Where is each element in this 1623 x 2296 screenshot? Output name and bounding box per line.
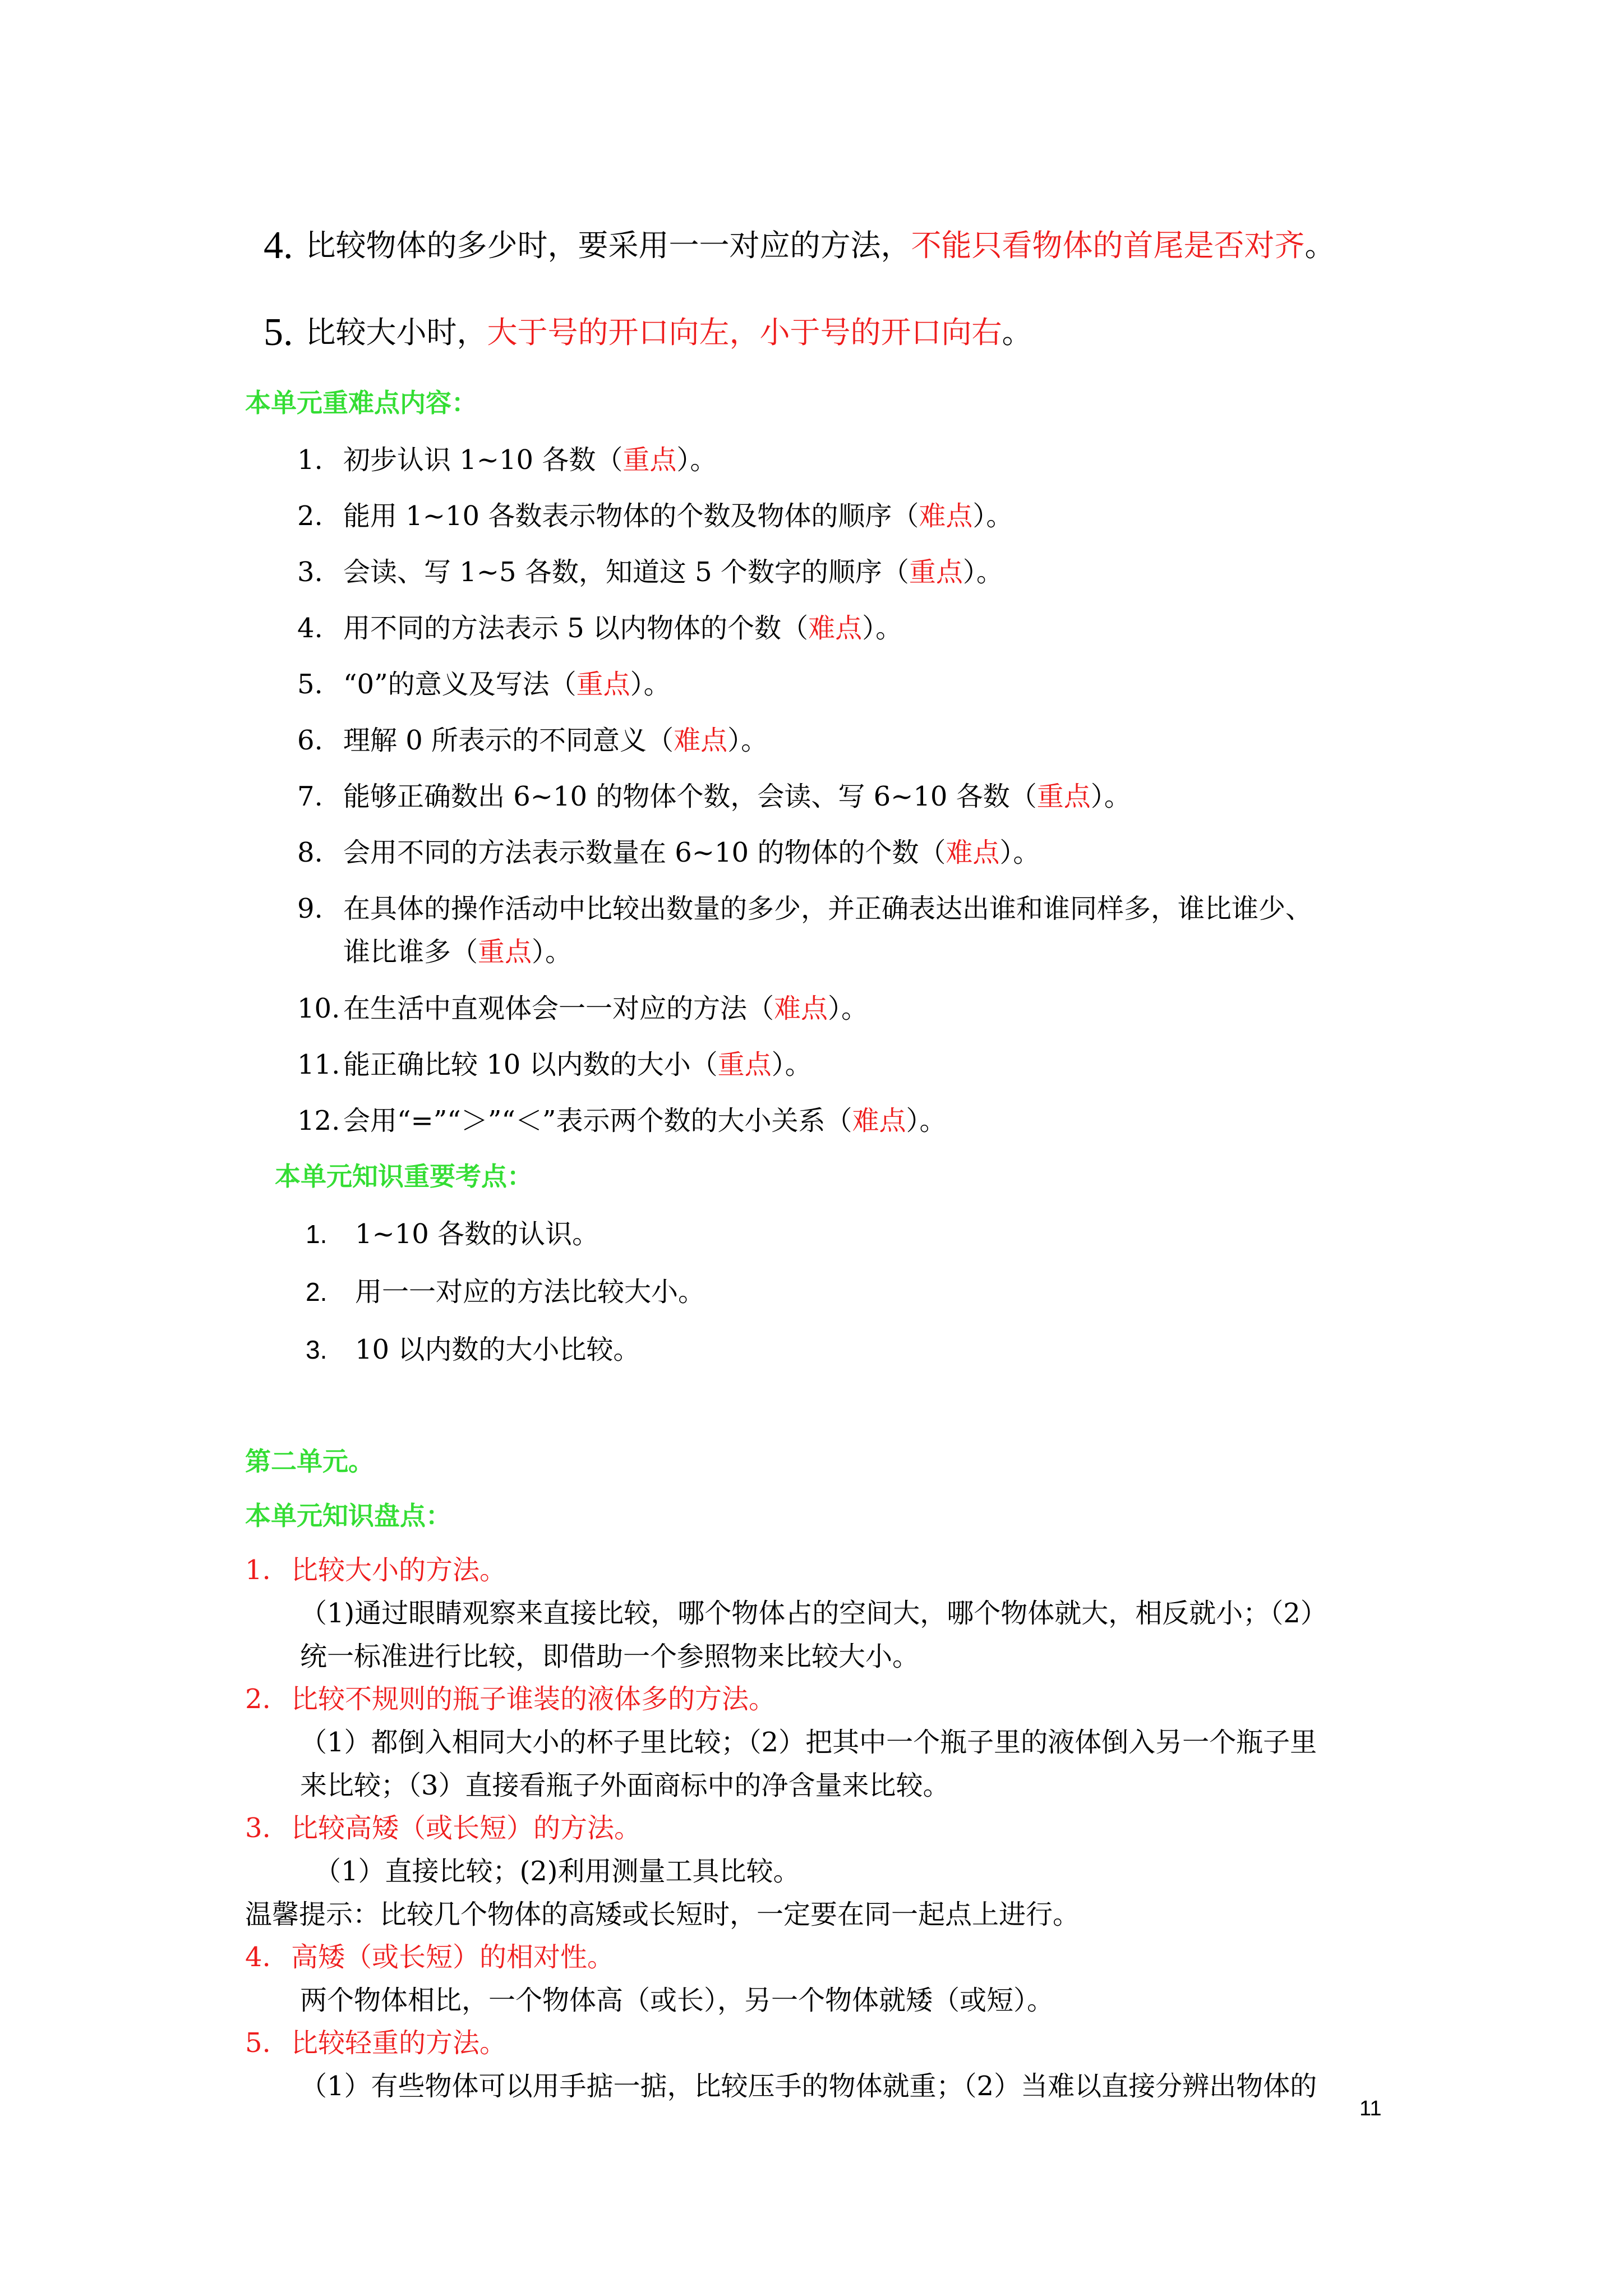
section-title-text: 高矮（或长短）的相对性。	[291, 1941, 615, 1973]
keypoint-end: ）。	[999, 837, 1040, 868]
keypoint-tag: 重点	[576, 669, 630, 700]
section-body-line: （1）都倒入相同大小的杯子里比较；（2）把其中一个瓶子里的液体倒入另一个瓶子里	[300, 1727, 1317, 1758]
item-end: 。	[1002, 315, 1032, 350]
keypoint-end: ）。	[862, 613, 903, 644]
keypoint-number: 4.	[297, 613, 323, 644]
section-number: 2.	[245, 1683, 271, 1715]
keypoint-item	[297, 499, 1013, 533]
unit2-section-title	[245, 1811, 641, 1845]
exam-point-text: 1~10 各数的认识。	[355, 1218, 600, 1250]
keypoint-number: 9.	[297, 893, 323, 924]
keypoint-item	[297, 611, 902, 645]
keypoint-tag: 难点	[774, 993, 828, 1024]
section-number: 5.	[245, 2027, 271, 2059]
exam-point-item	[306, 1333, 640, 1366]
keypoint-text: 会用“=”“＞”“＜”表示两个数的大小关系（	[343, 1105, 852, 1137]
keypoint-tag: 重点	[717, 1049, 772, 1080]
page-number: 11	[1359, 2097, 1382, 2120]
exam-point-text: 用一一对应的方法比较大小。	[355, 1276, 706, 1308]
keypoint-text: 能用 1~10 各数表示物体的个数及物体的顺序（	[343, 500, 919, 532]
exam-point-number: 2.	[306, 1277, 328, 1306]
keypoint-text: 会读、写 1~5 各数，知道这 5 个数字的顺序（	[343, 556, 909, 588]
unit2-section-title	[245, 2026, 506, 2060]
keypoint-end: ）。	[771, 1049, 812, 1080]
keypoint-number: 12.	[297, 1105, 340, 1137]
keypoint-item	[297, 668, 671, 701]
unit2-section-title	[245, 1940, 614, 1974]
section-number: 3.	[245, 1812, 271, 1844]
keypoint-tag: 难点	[808, 613, 863, 644]
item-end: 。	[1304, 228, 1335, 263]
item-highlight: 不能只看物体的首尾是否对齐	[911, 228, 1305, 263]
item-number: 5.	[264, 311, 293, 354]
section-body-line: （1）有些物体可以用手掂一掂，比较压手的物体就重；（2）当难以直接分辨出物体的	[300, 2070, 1317, 2102]
keypoint-item	[297, 1048, 812, 1082]
keypoint-number: 11.	[297, 1049, 340, 1080]
keypoint-item	[297, 555, 1003, 589]
exam-point-item	[306, 1217, 599, 1251]
keypoint-item-continuation	[343, 935, 572, 969]
keypoint-item	[297, 836, 1040, 869]
section-title-text: 比较不规则的瓶子谁装的液体多的方法。	[291, 1683, 776, 1715]
keypoint-end: ）。	[630, 669, 671, 700]
keypoint-end: ）。	[962, 556, 1003, 588]
keypoint-text: 初步认识 1~10 各数（	[343, 444, 623, 476]
keypoint-text: “0”的意义及写法（	[343, 669, 577, 700]
item-text: 比较物体的多少时，要采用一一对应的方法，	[305, 228, 911, 263]
section-number: 4.	[245, 1941, 271, 1973]
keypoint-number: 7.	[297, 781, 323, 812]
keypoint-text: 在生活中直观体会一一对应的方法（	[343, 993, 774, 1024]
section-title-text: 比较大小的方法。	[291, 1554, 507, 1586]
keypoint-end: ）。	[532, 936, 573, 968]
keypoint-text: 谁比谁多（	[343, 936, 478, 968]
keypoint-item	[297, 443, 717, 477]
keypoint-item	[297, 724, 768, 757]
keypoint-item	[297, 1104, 947, 1138]
keypoint-tag: 重点	[1036, 781, 1091, 812]
section-title-text: 比较轻重的方法。	[291, 2027, 507, 2059]
exam-point-number: 3.	[306, 1335, 328, 1364]
unit2-section-title	[245, 1682, 776, 1716]
keypoint-text: 会用不同的方法表示数量在 6~10 的物体的个数（	[343, 837, 946, 868]
section-number: 1.	[245, 1554, 271, 1586]
keypoint-end: ）。	[972, 500, 1013, 532]
summary-item-5	[264, 310, 1032, 355]
section-body-line: 两个物体相比，一个物体高（或长），另一个物体就矮（或短）。	[300, 1985, 1054, 2016]
exam-points-heading: 本单元知识重要考点：	[275, 1161, 533, 1191]
item-number: 4.	[264, 224, 293, 267]
keypoint-tag: 难点	[674, 725, 728, 756]
keypoint-end: ）。	[906, 1105, 947, 1137]
keypoint-end: ）。	[828, 993, 869, 1024]
unit2-heading: 第二单元。	[245, 1446, 374, 1476]
keypoint-end: ）。	[1090, 781, 1131, 812]
keypoint-text: 能正确比较 10 以内数的大小（	[343, 1049, 718, 1080]
section-body-line: 统一标准进行比较，即借助一个参照物来比较大小。	[300, 1641, 920, 1672]
keypoint-tag: 难点	[852, 1105, 906, 1137]
section-title-text: 比较高矮（或长短）的方法。	[291, 1812, 642, 1844]
keypoint-text: 用不同的方法表示 5 以内物体的个数（	[343, 613, 809, 644]
keypoints-heading: 本单元重难点内容：	[245, 388, 477, 418]
unit2-section-title	[245, 1553, 506, 1587]
exam-point-number: 1.	[306, 1220, 328, 1249]
keypoint-tag: 难点	[919, 500, 973, 532]
keypoint-end: ）。	[727, 725, 768, 756]
exam-point-text: 10 以内数的大小比较。	[355, 1334, 640, 1365]
keypoint-item	[297, 892, 1312, 926]
keypoint-end: ）。	[676, 444, 717, 476]
keypoint-number: 8.	[297, 837, 323, 868]
keypoint-number: 10.	[297, 993, 340, 1024]
keypoint-text: 理解 0 所表示的不同意义（	[343, 725, 674, 756]
keypoint-item	[297, 992, 868, 1025]
keypoint-number: 2.	[297, 500, 323, 532]
section-body-line: 来比较；（3）直接看瓶子外面商标中的净含量来比较。	[300, 1770, 950, 1801]
keypoint-number: 3.	[297, 556, 323, 588]
unit2-summary-heading: 本单元知识盘点：	[245, 1501, 451, 1531]
keypoint-number: 6.	[297, 725, 323, 756]
keypoint-tag: 重点	[478, 936, 532, 968]
section-body-line: （1)通过眼睛观察来直接比较，哪个物体占的空间大，哪个物体就大，相反就小；（2）	[300, 1598, 1327, 1629]
keypoint-number: 1.	[297, 444, 323, 476]
keypoint-number: 5.	[297, 669, 323, 700]
keypoint-item	[297, 780, 1131, 813]
keypoint-text: 能够正确数出 6~10 的物体个数，会读、写 6~10 各数（	[343, 781, 1037, 812]
keypoint-tag: 难点	[946, 837, 1000, 868]
section-body-line: （1）直接比较；(2)利用测量工具比较。	[314, 1856, 800, 1887]
warm-tip: 温馨提示：比较几个物体的高矮或长短时，一定要在同一起点上进行。	[245, 1899, 1080, 1930]
summary-item-4	[264, 223, 1335, 268]
keypoint-tag: 重点	[909, 556, 963, 588]
item-text: 比较大小时，	[305, 315, 487, 350]
exam-point-item	[306, 1275, 705, 1309]
keypoint-text: 在具体的操作活动中比较出数量的多少，并正确表达出谁和谁同样多，谁比谁少、	[343, 893, 1313, 924]
item-highlight: 大于号的开口向左，小于号的开口向右	[487, 315, 1002, 350]
keypoint-tag: 重点	[623, 444, 677, 476]
